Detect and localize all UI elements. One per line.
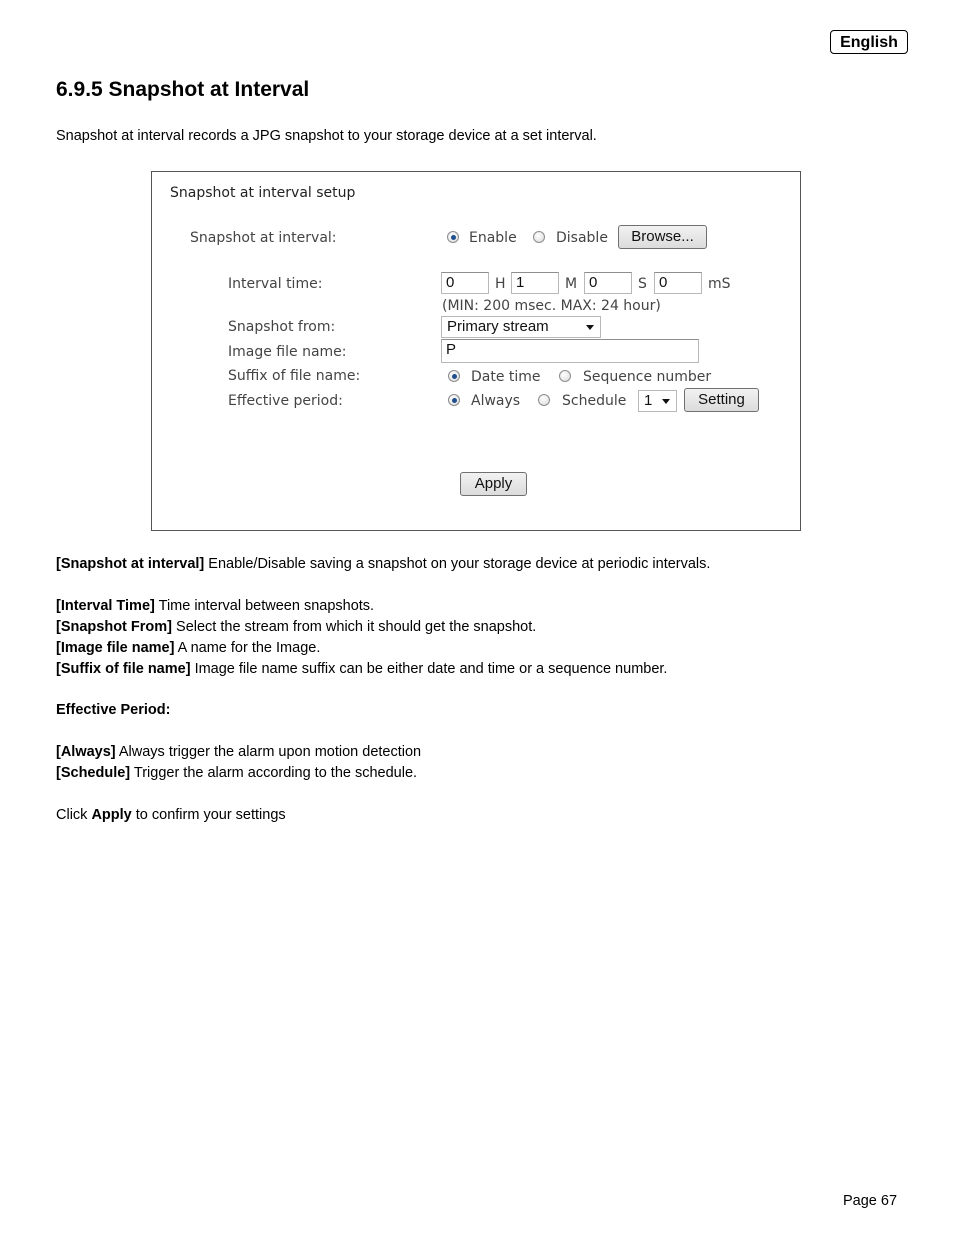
section-title: 6.9.5 Snapshot at Interval	[56, 78, 310, 101]
snapshot-from-label: Snapshot from:	[228, 319, 336, 335]
click-apply-instruction	[56, 807, 286, 823]
desc-term: [Snapshot at interval]	[56, 556, 205, 572]
schedule-select[interactable]	[638, 390, 677, 412]
schedule-value: 1	[644, 392, 653, 409]
snapshot-at-interval-label: Snapshot at interval:	[190, 230, 337, 246]
seconds-unit: S	[638, 276, 647, 292]
chevron-down-icon	[586, 325, 594, 330]
interval-minutes-input[interactable]: 1	[511, 272, 559, 294]
schedule-label: Schedule	[562, 393, 627, 409]
desc-term: [Image file name]	[56, 640, 175, 656]
enable-label: Enable	[469, 230, 517, 246]
desc-snapshot-from	[56, 619, 536, 635]
desc-text: Time interval between snapshots.	[154, 598, 375, 614]
desc-snapshot-at-interval	[56, 556, 710, 572]
apply-button[interactable]: Apply	[460, 472, 527, 496]
interval-seconds-input[interactable]: 0	[584, 272, 632, 294]
desc-term: [Snapshot From]	[56, 619, 172, 635]
interval-ms-input[interactable]: 0	[654, 272, 702, 294]
ms-unit: mS	[708, 276, 731, 292]
panel-title: Snapshot at interval setup	[170, 185, 356, 201]
desc-text: Enable/Disable saving a snapshot on your storage device at periodic intervals.	[204, 556, 711, 572]
snapshot-from-select[interactable]	[441, 316, 601, 338]
language-badge: English	[830, 30, 908, 54]
desc-term: [Interval Time]	[56, 598, 155, 614]
desc-image-file-name	[56, 640, 320, 656]
enable-radio[interactable]	[447, 231, 459, 243]
always-radio[interactable]	[448, 394, 460, 406]
interval-hours-input[interactable]: 0	[441, 272, 489, 294]
desc-term: [Schedule]	[56, 765, 131, 781]
hours-unit: H	[495, 276, 506, 292]
chevron-down-icon	[662, 399, 670, 404]
desc-schedule	[56, 765, 417, 781]
schedule-radio[interactable]	[538, 394, 550, 406]
desc-text: A name for the Image.	[174, 640, 321, 656]
image-file-name-input[interactable]: P	[441, 339, 699, 363]
setting-button[interactable]: Setting	[684, 388, 759, 412]
suffix-date-time-label: Date time	[471, 369, 541, 385]
always-label: Always	[471, 393, 521, 409]
image-file-name-label: Image file name:	[228, 344, 347, 360]
desc-term: [Always]	[56, 744, 116, 760]
interval-time-label: Interval time:	[228, 276, 323, 292]
effective-period-label: Effective period:	[228, 393, 343, 409]
suffix-label: Suffix of file name:	[228, 368, 361, 384]
disable-radio[interactable]	[533, 231, 545, 243]
desc-text: Always trigger the alarm upon motion detection	[115, 744, 422, 760]
snapshot-from-value: Primary stream	[447, 318, 549, 335]
suffix-sequence-label: Sequence number	[583, 369, 712, 385]
instruction-apply: Apply	[91, 807, 132, 823]
minutes-unit: M	[565, 276, 578, 292]
desc-interval-time	[56, 598, 374, 614]
desc-always	[56, 744, 421, 760]
desc-text: Select the stream from which it should get the snapshot.	[172, 619, 537, 635]
desc-text: Trigger the alarm according to the schedule.	[130, 765, 418, 781]
instruction-suffix: to confirm your settings	[131, 807, 286, 823]
disable-label: Disable	[556, 230, 608, 246]
desc-suffix	[56, 661, 667, 677]
suffix-sequence-radio[interactable]	[559, 370, 571, 382]
page-number: Page 67	[843, 1193, 898, 1209]
desc-text: Image file name suffix can be either date and time or a sequence number.	[190, 661, 668, 677]
instruction-prefix: Click	[56, 807, 92, 823]
intro-text: Snapshot at interval records a JPG snapshot to your storage device at a set interval.	[56, 128, 597, 144]
suffix-date-time-radio[interactable]	[448, 370, 460, 382]
browse-button[interactable]: Browse...	[618, 225, 707, 249]
interval-hint: (MIN: 200 msec. MAX: 24 hour)	[442, 298, 661, 314]
effective-period-heading: Effective Period:	[56, 702, 171, 718]
desc-term: [Suffix of file name]	[56, 661, 191, 677]
snapshot-setup-panel	[151, 171, 801, 531]
